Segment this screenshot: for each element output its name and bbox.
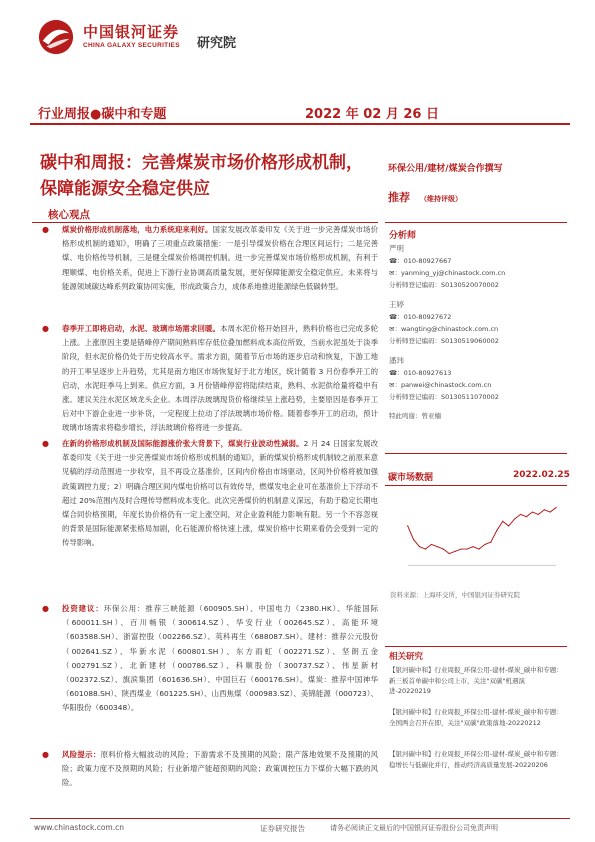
paragraph-lead: 在新的价格形成机制及国际能源涨价张大背景下，煤炭行业波动性减弱。: [62, 439, 304, 448]
data-point: [508, 525, 509, 526]
data-point: [526, 516, 527, 517]
galaxy-logo-icon: [37, 18, 75, 56]
data-point: [431, 544, 432, 545]
data-point: [413, 539, 414, 540]
bullet-icon: ●: [42, 750, 49, 759]
related-heading: 相关研究: [389, 652, 424, 662]
chart-source: 资料来源：上海环交所，中国银河证券研究院: [390, 591, 520, 599]
data-point: [544, 509, 545, 510]
related-item[interactable]: 【银河碳中和】行业周报_环保公用-建材-煤炭_碳中和专题：新三板首单碳中和公司上市，关注"双碳"机遇演进-20220219: [389, 666, 563, 695]
analyst-name: 潘玮: [389, 356, 404, 365]
report-title: 碳中和周报：完善煤炭市场价格形成机制，保障能源安全稳定供应: [40, 153, 363, 199]
data-point: [437, 546, 438, 547]
data-point: [556, 507, 557, 508]
analyst-name: 严明: [389, 244, 404, 253]
data-point: [472, 546, 473, 547]
data-point: [455, 551, 456, 552]
footer-center: 证券研究报告: [260, 824, 305, 833]
rating-note: （维持评级）: [420, 195, 462, 203]
data-point: [538, 514, 539, 515]
data-point: [407, 525, 408, 526]
bullet-icon: ●: [42, 225, 49, 234]
paragraph-text: 环保公用：推荐三峡能源（600905.SH）、中国电力（2380.HK）、华能国际（600011.SH）、百川畅银（300614.SZ）、华安行业（002645.SZ）、高能环境（603588.SH）、浙富控股（002266.SZ）、英科再生（688087.SH）。建材：推荐公元股份（002641.SZ）、华新水泥（600801.SH）、东方雨虹（002271.SZ）、坚朗五金（002791.SZ）、北新建材（000786.SZ）、科顺股份（300737.SZ）、伟星新材（002372.SZ）、旗滨集团（601636.SH）、中国巨石（600176.SH）。煤炭：推荐中国神华（601088.SH）、陕西煤业（601225.SH）、山西焦煤（000983.SZ）、美锦能源（000723）、华阳股份（600348）。: [62, 604, 378, 713]
data-point: [466, 548, 467, 549]
paragraph-lead: 风险提示：: [62, 750, 101, 759]
data-point: [514, 518, 515, 519]
report-type: 行业周报●碳中和专题: [38, 107, 167, 122]
data-point: [496, 530, 497, 531]
analyst-cert: 分析师登记编码：S0130511070002: [389, 393, 499, 401]
bullet-icon: ●: [42, 604, 49, 613]
analyst-email[interactable]: ✉：panwei@chinastock.com.cn: [389, 381, 492, 389]
data-point: [550, 511, 551, 512]
related-item[interactable]: 【银河碳中和】行业周报_环保公用-建材-煤炭_碳中和专题：全国两会召开在即，关注"双碳"政策落地-20220212: [389, 708, 563, 727]
data-point: [461, 548, 462, 549]
chart-date: 2022.02.25: [513, 470, 570, 480]
data-point: [419, 546, 420, 547]
rating-value: 推荐: [388, 191, 410, 204]
data-point: [443, 548, 444, 549]
analyst-email[interactable]: ✉：yanming_yj@chinastock.com.cn: [389, 269, 506, 277]
related-item[interactable]: 【银河碳中和】行业周报_环保公用-建材-煤炭_碳中和专题：稳增长与低碳化并行，推动经济高质量发展-20220206: [389, 750, 563, 769]
footer-url[interactable]: www.chinastock.com.cn: [34, 823, 124, 832]
analyst-cert: 分析师登记编码：S0130520070002: [389, 281, 499, 289]
analyst-heading: 分析师: [389, 231, 417, 241]
core-label: 核心观点: [48, 209, 90, 221]
paragraph-text: 国家发展改革委印发《关于进一步完善煤炭市场价格形成机制的通知》，明确了三项重点政策措施：一是引导煤炭价格在合理区间运行；二是完善煤、电价格传导机制，三是健全煤炭价格调控机制。进一步完善煤炭市场价格形成机制，有利于理顺煤、电价格关系，促进上下游行业协调高质量发展，更好保障能源安全稳定供应。未来将与能源领域碳达峰系列政策协同实施，形成政策合力，成体系地推进能源绿色低碳转型。: [62, 225, 378, 291]
footer-divider: [30, 818, 570, 819]
brand-logo: [37, 18, 317, 60]
data-point: [484, 544, 485, 545]
paragraph-lead: 春季开工即将启动，水泥、玻璃市场需求回暖。: [62, 324, 221, 333]
related-research: [385, 646, 567, 816]
paragraph-3: [62, 437, 378, 551]
report-date: 2022 年 02 月 26 日: [305, 107, 439, 122]
brand-name-en: CHINA GALAXY SECURITIES: [83, 42, 180, 49]
assistant-credit: 特此鸣谢：曾亚楠: [389, 412, 441, 420]
chart-title: 碳市场数据: [388, 473, 434, 483]
paragraph-text: 本周水泥价格开始回升，熟料价格也已完成多轮上涨。上涨原因主要是错峰停产期间熟料库存低位叠加燃料成本高位所致，当前水泥虽处于淡季阶段，但水泥价格仍处于历史较高水平。需求方面，随着节后市场的逐步启动和恢复，下游工地的开工率呈逐步上升趋势，尤其是南方地区市场恢复好于北方地区，统计随着 3 月份春季开工的启动，水泥旺季马上到来。供应方面，3 月份错峰停窑将陆续结束，熟料、水泥供给量将稳中有涨。建议关注水泥区域龙头企业。本周浮法玻璃现货价格继续呈上涨趋势，主要原因是春季开工后对中下游企业进一步补货，一定程度上拉动了浮法玻璃市场价格。随着春季开工的启动，预计玻璃市场需求将稳步增长，浮法玻璃价格将进一步提高。: [62, 324, 378, 433]
rating: [388, 189, 462, 205]
institute-label: 研究院: [197, 36, 237, 51]
brand-name-cn: 中国银河证券: [83, 23, 180, 41]
analyst-phone: ☎：010-80927672: [389, 313, 452, 321]
banner-divider: [30, 123, 570, 125]
data-point: [490, 542, 491, 543]
paragraph-text: 原料价格大幅波动的风险；下游需求不及预期的风险；限产落地效果不及预期的风险；政策力度不及预期的风险；行业新增产能超预期的风险；政策调控压力下煤价大幅下跌的风险。: [62, 750, 378, 788]
data-point: [520, 514, 521, 515]
paragraph-1: [62, 223, 378, 294]
paragraph-lead: 投资建议：: [62, 604, 104, 613]
paragraph-5: [62, 748, 378, 791]
analyst-phone: ☎：010-80927613: [389, 369, 452, 377]
data-point: [502, 521, 503, 522]
carbon-market-chart: [385, 485, 567, 585]
data-point: [532, 511, 533, 512]
paragraph-text: 2 月 24 日国家发展改革委印发《关于进一步完善煤炭市场价格形成机制的通知》，新的煤炭价格形成机制较之前原来意见稿的浮动范围进一步收窄，且不再设立基准价，区间内价格由市场驱动，区间外价格将被加强政策调控力度；2）明确合理区间内煤电价格可以有效传导，燃煤发电企业可在基准价上下浮动不超过 20%范围内及时合理传导燃料成本变化。此次完善煤价的机制意义深远，有助于稳定长期电煤合同价格预期，年度长协价格仍有一定上涨空间，对企业盈利能力影响有限。另一个不容忽视的背景是国际能源紧张格局加剧，化石能源价格快速上涨，煤炭价格中长期来看仍会受到一定的传导影响。: [62, 439, 378, 548]
data-point: [425, 548, 426, 549]
report-banner: [30, 98, 570, 124]
bullet-icon: ●: [42, 324, 49, 333]
analyst-phone: ☎：010-80927667: [389, 257, 452, 265]
series-line: [408, 507, 557, 553]
analyst-email[interactable]: ✉：wangting@chinastock.com.cn: [389, 325, 499, 333]
main-content: [32, 222, 378, 819]
paragraph-2: [62, 322, 378, 436]
analyst-panel: [385, 222, 567, 454]
data-point: [478, 548, 479, 549]
paragraph-lead: 煤炭价格形成机制落地，电力系统迎来利好。: [62, 225, 213, 234]
paragraph-4: [62, 602, 378, 716]
analyst-name: 王婷: [389, 300, 404, 309]
analyst-cert: 分析师登记编码：S0130519060002: [389, 337, 499, 345]
bullet-icon: ●: [42, 439, 49, 448]
data-point: [449, 553, 450, 554]
footer-disclaimer: 请务必阅读正文最后的中国银河证券股份公司免责声明: [330, 824, 498, 832]
sector-tag: 环保公用/建材/煤炭合作撰写: [388, 164, 503, 174]
